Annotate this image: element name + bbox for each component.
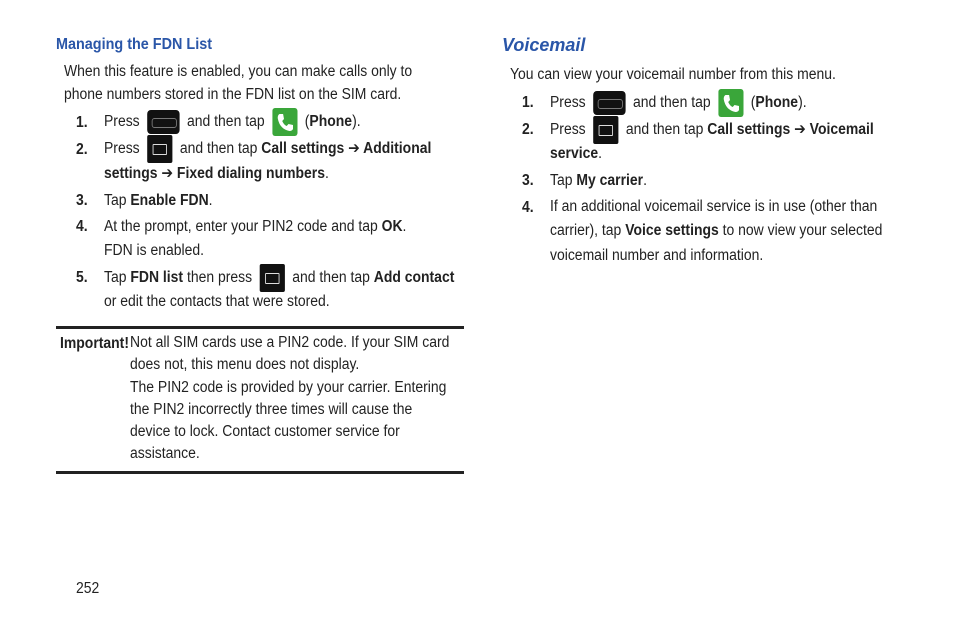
step-text: Tap <box>104 192 127 209</box>
note-line: the PIN2 incorrectly three times will cause the <box>130 401 413 418</box>
step-text: Press <box>550 121 586 139</box>
step-text: . <box>324 165 329 182</box>
step-text: ( <box>304 113 310 131</box>
fdn-step-5-line-2: or edit the contacts that were stored. <box>104 293 330 310</box>
step-text: Press <box>104 140 140 158</box>
step-bold: Call settings ➔ Additional <box>261 140 432 158</box>
voicemail-intro: You can view your voicemail number from this menu. <box>510 66 836 83</box>
step-number: 4. <box>76 218 88 235</box>
step-text: . <box>643 172 647 189</box>
step-text: ( <box>750 94 756 112</box>
step-number: 5. <box>76 269 88 286</box>
step-bold: settings ➔ Fixed dialing numbers <box>104 165 325 182</box>
voicemail-step-3 <box>550 169 647 193</box>
step-text: and then tap <box>633 94 711 112</box>
step-number: 2. <box>76 141 88 158</box>
note-line: assistance. <box>130 445 200 462</box>
step-bold: Enable FDN <box>130 192 209 209</box>
step-text: then press <box>186 269 253 287</box>
phone-app-icon <box>272 108 297 136</box>
step-text: and then tap <box>292 269 370 287</box>
step-text: . <box>402 218 407 235</box>
step-text: Press <box>550 94 586 112</box>
step-bold: Add contact <box>373 269 455 287</box>
step-text: Press <box>104 113 140 131</box>
home-key-icon <box>593 91 625 115</box>
fdn-intro-line-2: phone numbers stored in the FDN list on the SIM card. <box>64 86 402 103</box>
fdn-intro-line-1: When this feature is enabled, you can make calls only to <box>64 63 413 80</box>
step-text: carrier), tap <box>550 222 622 239</box>
step-text: . <box>598 145 602 162</box>
step-bold: Phone <box>755 94 799 112</box>
step-text: and then tap <box>625 121 704 139</box>
note-line: Not all SIM cards use a PIN2 code. If your SIM card <box>130 334 450 351</box>
menu-key-icon <box>260 264 285 292</box>
voicemail-step-4-line-3: voicemail number and information. <box>550 247 764 264</box>
step-bold: FDN list <box>130 269 184 287</box>
home-key-icon <box>147 110 179 134</box>
section-heading-voicemail: Voicemail <box>502 35 586 55</box>
fdn-step-4 <box>104 215 406 239</box>
note-line: The PIN2 code is provided by your carrier. Entering <box>130 379 447 396</box>
step-number: 3. <box>76 192 88 209</box>
voicemail-step-4: If an additional voicemail service is in use (other than <box>550 198 878 215</box>
step-text: . <box>208 192 213 209</box>
voicemail-step-2 <box>550 116 874 144</box>
voicemail-step-2-line-2 <box>550 142 602 166</box>
note-line: device to lock. Contact customer service for <box>130 423 400 440</box>
step-text: ). <box>798 94 807 112</box>
fdn-step-3 <box>104 189 213 213</box>
menu-key-icon <box>593 116 618 144</box>
step-bold: Phone <box>309 113 353 131</box>
step-text: and then tap <box>187 113 265 131</box>
step-text: Tap <box>550 172 573 189</box>
fdn-step-5 <box>104 264 454 292</box>
fdn-step-2 <box>104 135 431 163</box>
step-bold: Call settings ➔ Voicemail <box>707 121 874 139</box>
voicemail-step-1 <box>550 89 807 117</box>
phone-app-icon <box>718 89 743 117</box>
step-text: to now view your selected <box>722 222 883 239</box>
page-number: 252 <box>76 580 100 597</box>
note-bottom-rule <box>56 471 464 474</box>
step-text: At the prompt, enter your PIN2 code and tap <box>104 218 378 235</box>
step-number: 4. <box>522 199 534 216</box>
important-label: Important! <box>60 335 129 352</box>
step-bold: Voice settings <box>625 222 719 239</box>
section-heading-fdn: Managing the FDN List <box>56 36 212 53</box>
step-bold: OK <box>381 218 403 235</box>
step-bold: service <box>550 145 599 162</box>
voicemail-step-4-line-2 <box>550 219 882 243</box>
step-text: ). <box>352 113 361 131</box>
step-bold: My carrier <box>576 172 644 189</box>
fdn-step-1 <box>104 108 361 136</box>
menu-key-icon <box>147 135 172 163</box>
step-text: and then tap <box>179 140 258 158</box>
step-number: 2. <box>522 121 534 138</box>
note-top-rule <box>56 326 464 329</box>
step-number: 3. <box>522 172 534 189</box>
step-number: 1. <box>522 94 534 111</box>
fdn-step-4-line-2: FDN is enabled. <box>104 242 205 259</box>
step-number: 1. <box>76 114 88 131</box>
fdn-step-2-line-2 <box>104 162 329 186</box>
step-text: Tap <box>104 269 127 287</box>
note-line: does not, this menu does not display. <box>130 356 360 373</box>
